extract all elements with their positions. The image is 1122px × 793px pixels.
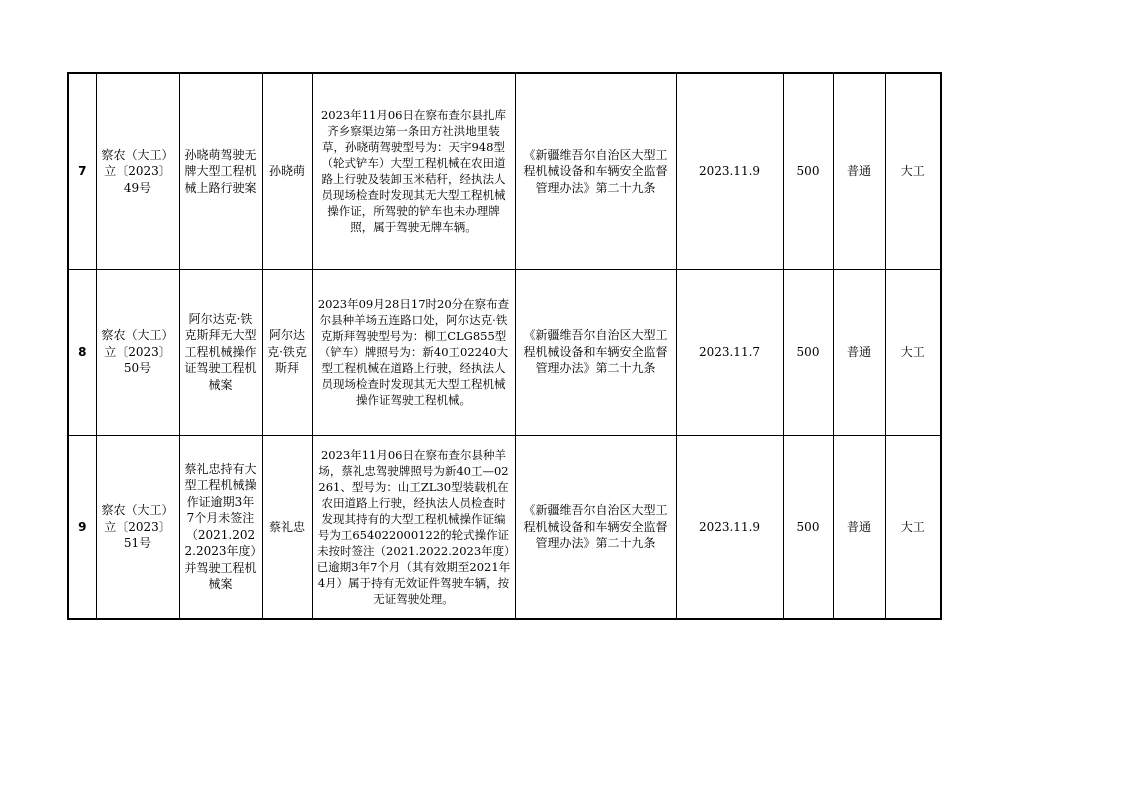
case-facts-cell: 2023年11月06日在察布查尔县种羊场，蔡礼忠驾驶牌照号为新40工—02261、型号为：山工ZL30型装载机在农田道路上行驶，经执法人员检查时发现其持有的大型工程机械操作证编号为工654022000122的轮式操作证未按时签注（2021.2022.2023年度）已逾期3年7个月（其有效期至2021年4月）属于持有无效证件驾驶车辆，按无证驾驶处理。	[312, 435, 515, 619]
legal-basis-cell: 《新疆维吾尔自治区大型工程机械设备和车辆安全监督管理办法》第二十九条	[515, 435, 676, 619]
case-name-cell: 蔡礼忠持有大型工程机械操作证逾期3年7个月未签注（2021.2022.2023年度）并驾驶工程机械案	[179, 435, 262, 619]
penalty-records-table	[67, 72, 942, 620]
enforcement-unit-cell: 大工	[885, 73, 941, 269]
decision-date-cell: 2023.11.7	[676, 269, 783, 435]
case-name-cell: 阿尔达克·铁克斯拜无大型工程机械操作证驾驶工程机械案	[179, 269, 262, 435]
case-number-cell: 察农（大工）立〔2023〕50号	[96, 269, 179, 435]
legal-basis-cell: 《新疆维吾尔自治区大型工程机械设备和车辆安全监督管理办法》第二十九条	[515, 73, 676, 269]
decision-date-cell: 2023.11.9	[676, 73, 783, 269]
case-facts-cell: 2023年09月28日17时20分在察布查尔县种羊场五连路口处，阿尔达克·铁克斯拜驾驶型号为：柳工CLG855型（铲车）牌照号为：新40工02240大型工程机械在道路上行驶，经执法人员现场检查时发现其无大型工程机械操作证驾驶工程机械。	[312, 269, 515, 435]
row-index: 9	[68, 435, 96, 619]
party-name-cell: 阿尔达克·铁克斯拜	[262, 269, 312, 435]
procedure-type-cell: 普通	[833, 73, 885, 269]
case-number-cell: 察农（大工）立〔2023〕51号	[96, 435, 179, 619]
party-name-cell: 蔡礼忠	[262, 435, 312, 619]
row-index: 8	[68, 269, 96, 435]
case-number-cell: 察农（大工）立〔2023〕49号	[96, 73, 179, 269]
case-facts-cell: 2023年11月06日在察布查尔县扎库齐乡察渠边第一条田方社洪地里装草，孙晓萌驾驶型号为：天宇948型（轮式铲车）大型工程机械在农田道路上行驶及装卸玉米秸秆，经执法人员现场检查时发现其无大型工程机械操作证，所驾驶的铲车也未办理牌照，属于驾驶无牌车辆。	[312, 73, 515, 269]
enforcement-unit-cell: 大工	[885, 435, 941, 619]
enforcement-unit-cell: 大工	[885, 269, 941, 435]
penalty-amount-cell: 500	[783, 73, 833, 269]
penalty-amount-cell: 500	[783, 435, 833, 619]
table-row	[68, 269, 941, 435]
procedure-type-cell: 普通	[833, 435, 885, 619]
legal-basis-cell: 《新疆维吾尔自治区大型工程机械设备和车辆安全监督管理办法》第二十九条	[515, 269, 676, 435]
table-row	[68, 435, 941, 619]
table-row	[68, 73, 941, 269]
party-name-cell: 孙晓萌	[262, 73, 312, 269]
penalty-amount-cell: 500	[783, 269, 833, 435]
procedure-type-cell: 普通	[833, 269, 885, 435]
row-index: 7	[68, 73, 96, 269]
decision-date-cell: 2023.11.9	[676, 435, 783, 619]
case-name-cell: 孙晓萌驾驶无牌大型工程机械上路行驶案	[179, 73, 262, 269]
